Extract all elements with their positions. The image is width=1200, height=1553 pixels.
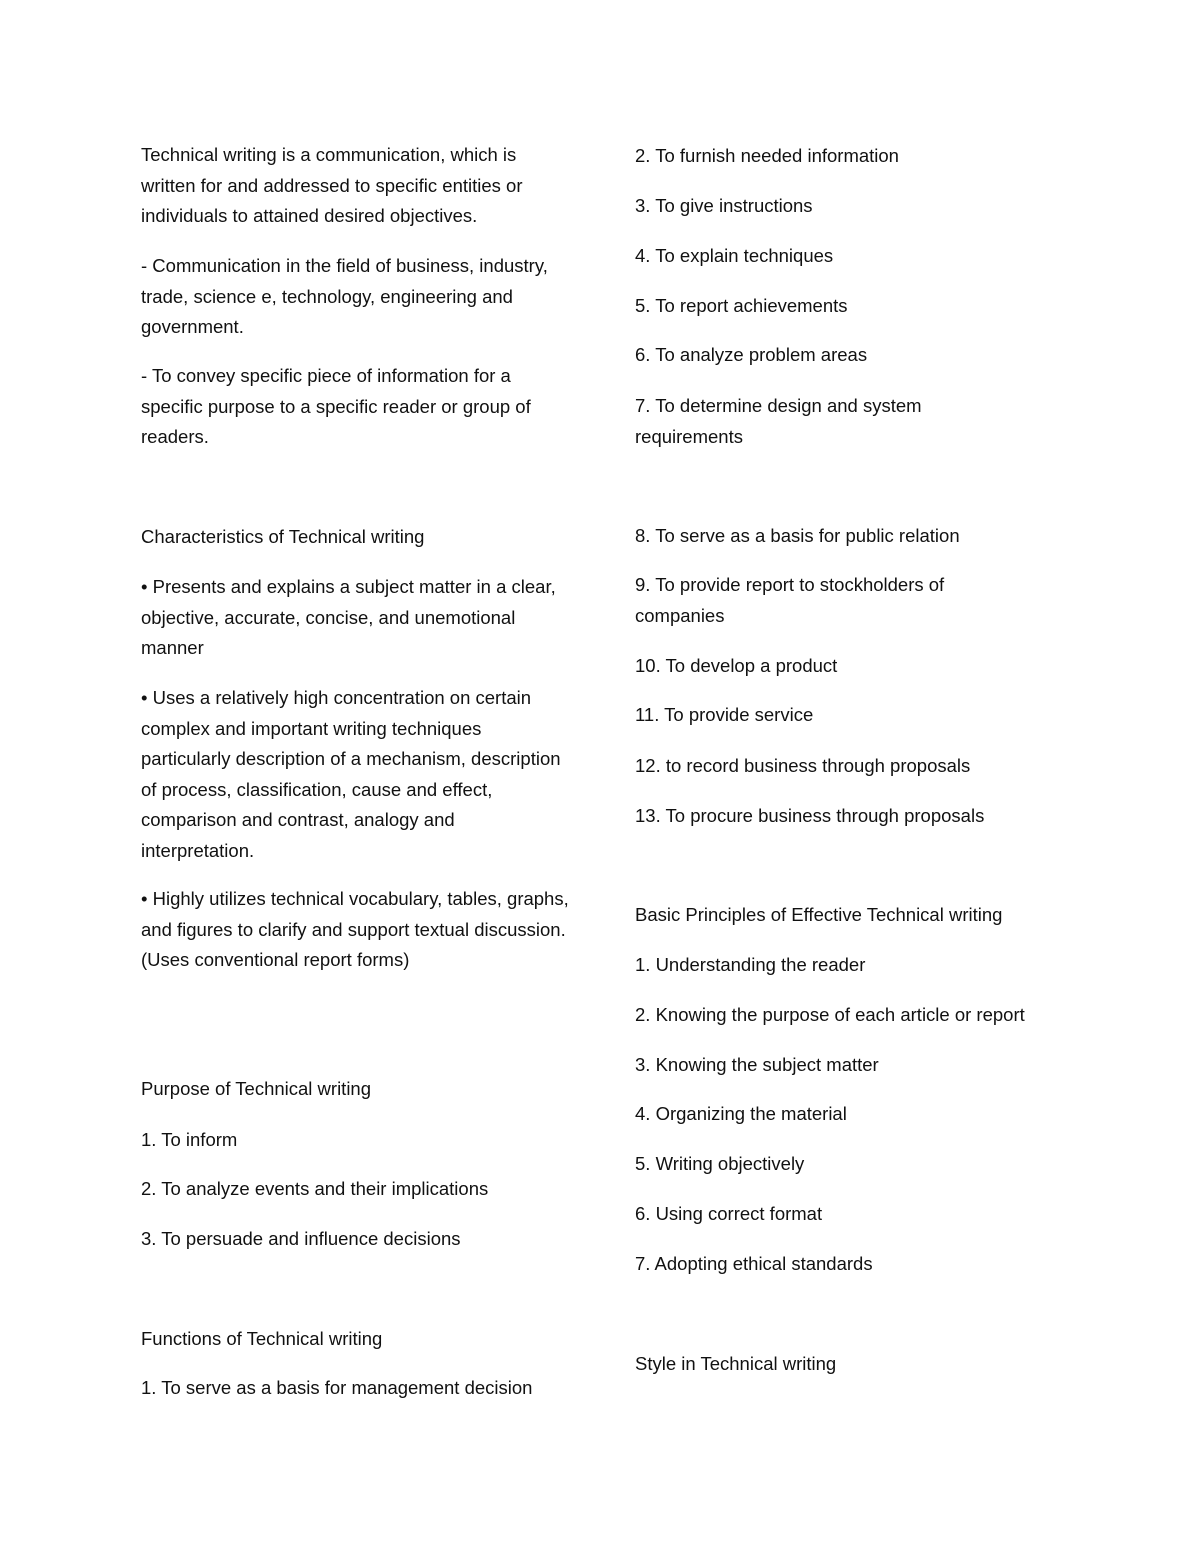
function-item: 10. To develop a product [635, 655, 838, 676]
purpose-heading: Purpose of Technical writing [141, 1078, 372, 1099]
principles-heading: Basic Principles of Effective Technical writing [635, 904, 1003, 925]
function-item: 8. To serve as a basis for public relation [635, 525, 960, 546]
function-item: 5. To report achievements [635, 295, 848, 316]
purpose-item: 2. To analyze events and their implications [141, 1178, 489, 1199]
function-item: 12. to record business through proposals [635, 755, 971, 776]
principle-item: 1. Understanding the reader [635, 954, 866, 975]
function-item: 1. To serve as a basis for management decision [141, 1377, 533, 1398]
function-item: 9. To provide report to stockholders of companies [635, 574, 945, 626]
intro-point-1: - Communication in the field of business, industry, trade, science e, technology, engineering and government. [141, 255, 548, 337]
characteristic-item: • Presents and explains a subject matter in a clear, objective, accurate, concise, and unemotional manner [141, 576, 556, 658]
principle-item: 5. Writing objectively [635, 1153, 805, 1174]
principle-item: 4. Organizing the material [635, 1103, 847, 1124]
principle-item: 2. Knowing the purpose of each article or report [635, 1004, 1025, 1025]
principle-item: 6. Using correct format [635, 1203, 823, 1224]
purpose-item: 3. To persuade and influence decisions [141, 1228, 461, 1249]
style-heading: Style in Technical writing [635, 1353, 837, 1374]
intro-paragraph: Technical writing is a communication, which is written for and addressed to specific entities or individuals to attained desired objectives. [141, 144, 523, 226]
principle-item: 7. Adopting ethical standards [635, 1253, 873, 1274]
characteristic-item: • Uses a relatively high concentration on certain complex and important writing techniques particularly description of a mechanism, description of process, classification, cause and effect, comparison and contrast, analogy and interpretation. [141, 687, 561, 861]
function-item: 7. To determine design and system requirements [635, 395, 922, 447]
function-item: 6. To analyze problem areas [635, 344, 868, 365]
function-item: 13. To procure business through proposals [635, 805, 985, 826]
characteristic-item: • Highly utilizes technical vocabulary, tables, graphs, and figures to clarify and support textual discussion. (Uses conventional report forms) [141, 888, 569, 970]
intro-point-2: - To convey specific piece of information for a specific purpose to a specific reader or group of readers. [141, 365, 531, 447]
principle-item: 3. Knowing the subject matter [635, 1054, 879, 1075]
function-item: 3. To give instructions [635, 195, 813, 216]
purpose-item: 1. To inform [141, 1129, 238, 1150]
function-item: 11. To provide service [635, 704, 814, 725]
function-item: 2. To furnish needed information [635, 145, 899, 166]
characteristics-heading: Characteristics of Technical writing [141, 526, 425, 547]
function-item: 4. To explain techniques [635, 245, 834, 266]
functions-heading: Functions of Technical writing [141, 1328, 383, 1349]
